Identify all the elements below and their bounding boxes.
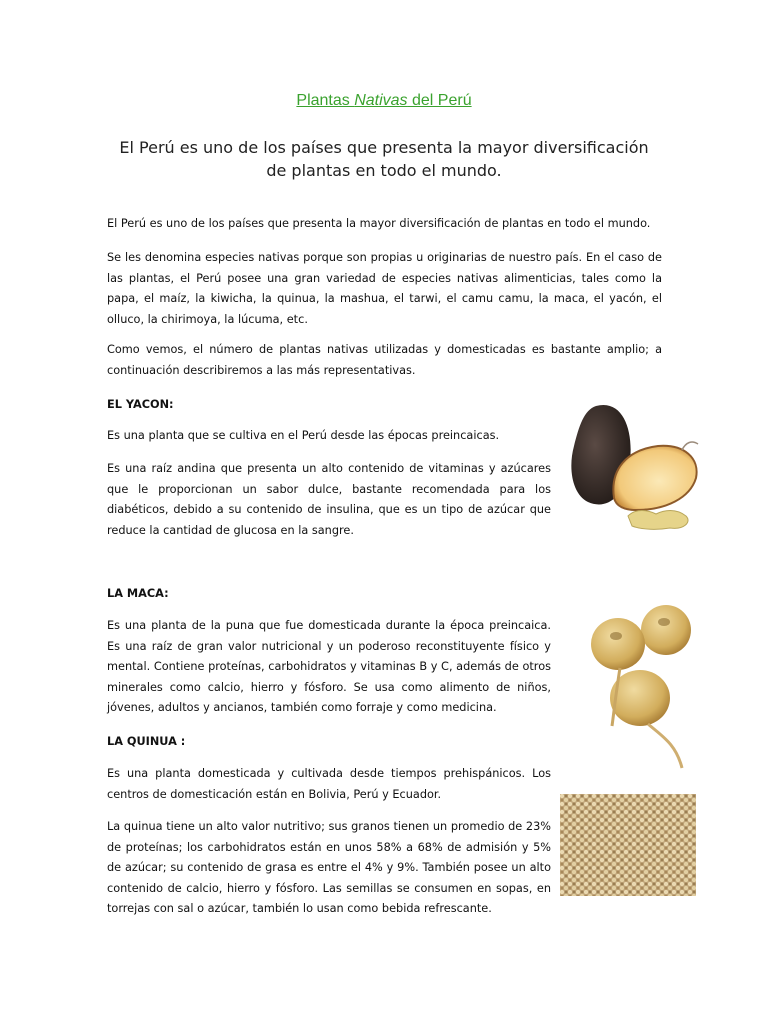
quinua-paragraph-1: Es una planta domesticada y cultivada desde tiempos prehispánicos. Los centros de domesticación están en Bolivia, Perú y Ecuador. — [107, 767, 551, 801]
maca-paragraph-1: Es una planta de la puna que fue domesticada durante la época preincaica. Es una raíz de gran valor nutricional y un poderoso reconstituyente físico y mental. Contiene proteínas, carbohidratos y vitaminas B y C, además de otros minerales como calcio, hierro y fósforo. Se usa como alimento de niños, jóvenes, adultos y ancianos, también como forraje y como medicina. — [107, 619, 551, 715]
subtitle-line-1: El Perú es uno de los países que presenta la mayor diversificación — [119, 138, 649, 157]
intro-paragraph-2: Se les denomina especies nativas porque son propias u originarias de nuestro país. En el caso de las plantas, el Perú posee una gran variedad de especies nativas alimenticias, tales como la papa, el maíz, la kiwicha, la quinua, la mashua, el tarwi, el camu camu, la maca, el yacón, el olluco, la chirimoya, la lúcuma, etc. — [107, 251, 662, 326]
quinua-paragraph-2: La quinua tiene un alto valor nutritivo; sus granos tienen un promedio de 23% de proteínas; los carbohidratos están en unos 58% a 68% de admisión y 5% de azúcar; su contenido de grasa es entre el 4% y 9%. También posee un alto contenido de calcio, hierro y fósforo. Las semillas se consumen en sopas, en torrejas con sal o azúcar, también lo usan como bebida refrescante. — [107, 820, 551, 916]
title-suffix: del Perú — [407, 92, 472, 109]
yacon-heading: EL YACON: — [107, 398, 174, 411]
page-subtitle — [90, 136, 678, 182]
maca-image — [586, 602, 696, 772]
yacon-paragraph-2: Es una raíz andina que presenta un alto contenido de vitaminas y azúcares que le proporcionan un sabor dulce, bastante recomendada para los diabéticos, debido a su contenido de insulina, que es un tipo de azúcar que reduce la cantidad de glucosa en la sangre. — [107, 462, 551, 537]
intro-paragraph-3: Como vemos, el número de plantas nativas utilizadas y domesticadas es bastante amplio; a continuación describiremos a las más representativas. — [107, 343, 662, 377]
maca-heading: LA MACA: — [107, 587, 169, 600]
subtitle-line-2: de plantas en todo el mundo. — [266, 161, 502, 180]
quinua-image — [560, 794, 696, 896]
quinua-heading: LA QUINUA : — [107, 735, 186, 748]
yacon-paragraph-1: Es una planta que se cultiva en el Perú desde las épocas preincaicas. — [107, 429, 500, 442]
title-italic: Nativas — [354, 92, 408, 109]
title-prefix: Plantas — [296, 92, 355, 109]
page-title — [0, 92, 768, 110]
yacon-image — [566, 398, 708, 538]
intro-paragraph-1: El Perú es uno de los países que presenta la mayor diversificación de plantas en todo el mundo. — [107, 217, 651, 230]
